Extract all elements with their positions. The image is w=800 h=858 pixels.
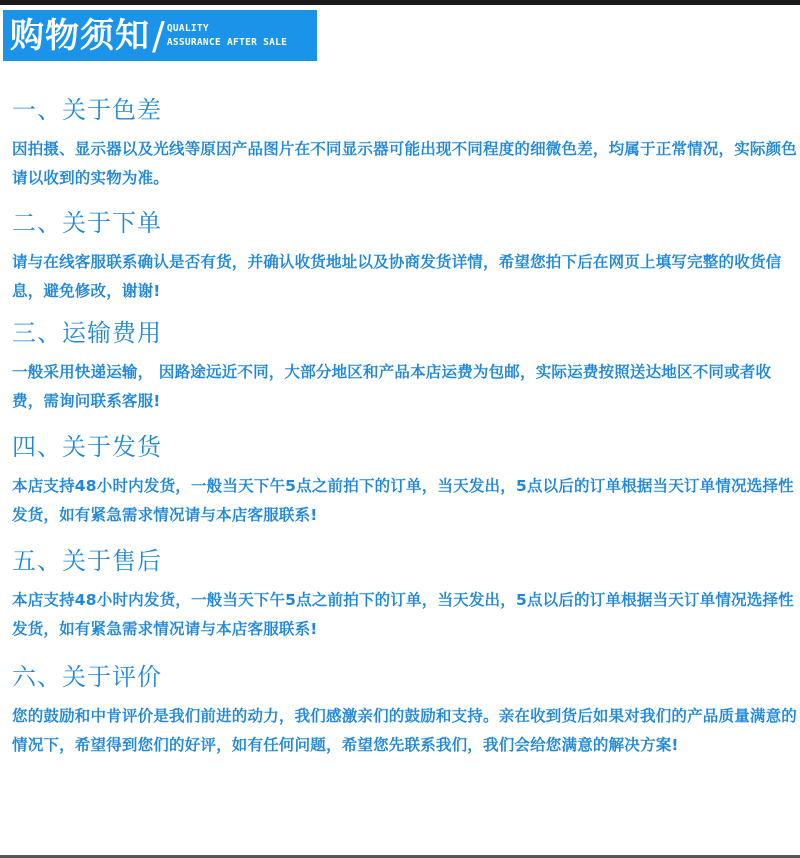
banner-slash: / <box>152 13 165 58</box>
section-heading: 三、运输费用 <box>12 319 162 347</box>
section-body: 请与在线客服联系确认是否有货，并确认收货地址以及协商发货详情，希望您拍下后在网页上填写完整的收货信息，避免修改，谢谢! <box>12 253 782 300</box>
section-body: 因拍摄、显示器以及光线等原因产品图片在不同显示器可能出现不同程度的细微色差，均属于正常情况，实际颜色请以收到的实物为准。 <box>12 140 798 187</box>
section-body: 本店支持48小时内发货，一般当天下午5点之前拍下的订单，当天发出，5点以后的订单根据当天订单情况选择性发货，如有紧急需求情况请与本店客服联系! <box>12 591 794 638</box>
top-rule <box>0 0 800 5</box>
section-heading: 五、关于售后 <box>12 547 162 575</box>
section-body: 您的鼓励和中肯评价是我们前进的动力，我们感激亲们的鼓励和支持。亲在收到货后如果对我们的产品质量满意的情况下，希望得到您们的好评，如有任何问题，希望您先联系我们，我们会给您满意的解决方案! <box>12 707 798 754</box>
section-reviews <box>12 662 800 760</box>
notice-banner <box>3 10 317 61</box>
section-body: 一般采用快递运输， 因路途远近不同，大部分地区和产品本店运费为包邮，实际运费按照送达地区不同或者收费，需询问联系客服! <box>12 363 772 410</box>
section-delivery <box>12 432 800 530</box>
section-color-difference <box>12 95 800 193</box>
section-ordering <box>12 208 800 306</box>
section-heading: 四、关于发货 <box>12 433 162 461</box>
section-shipping-cost <box>12 318 800 416</box>
banner-subtitle <box>167 22 287 50</box>
banner-subtitle-line1: QUALITY <box>166 22 209 34</box>
banner-subtitle-line2: ASSURANCE AFTER SALE <box>166 36 288 48</box>
section-heading: 二、关于下单 <box>12 209 162 237</box>
section-after-sale <box>12 546 800 644</box>
section-heading: 一、关于色差 <box>12 96 162 124</box>
section-body: 本店支持48小时内发货，一般当天下午5点之前拍下的订单，当天发出，5点以后的订单根据当天订单情况选择性发货，如有紧急需求情况请与本店客服联系! <box>12 477 794 524</box>
section-heading: 六、关于评价 <box>12 663 162 691</box>
banner-title: 购物须知 <box>10 15 150 56</box>
